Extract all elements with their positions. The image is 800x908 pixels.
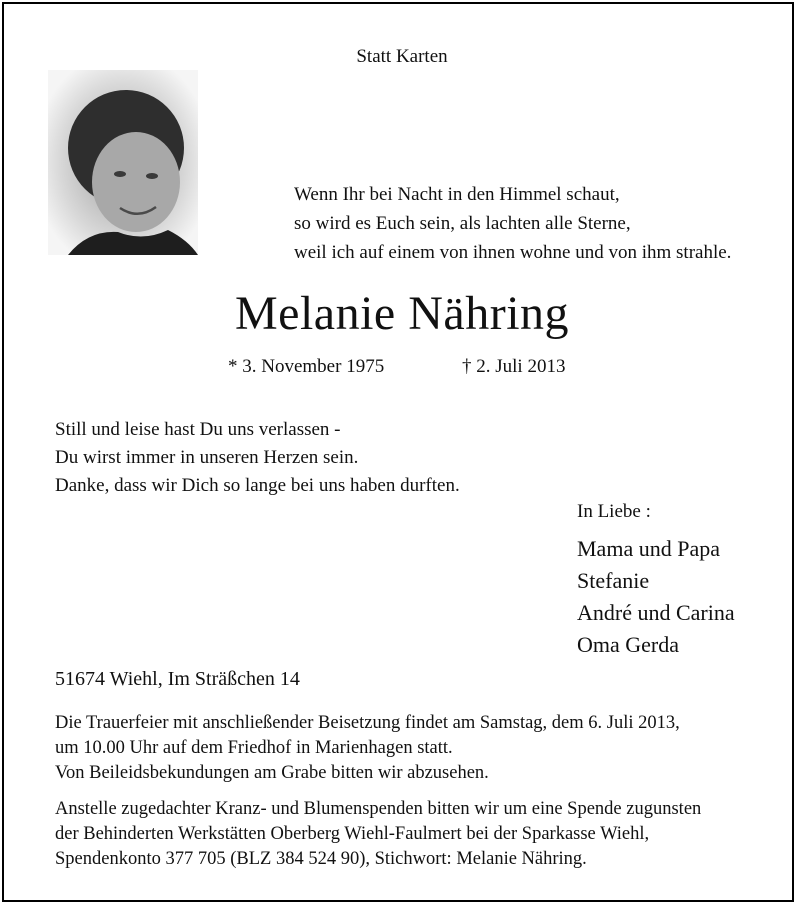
verse-line: Du wirst immer in unseren Herzen sein. — [55, 447, 359, 468]
header-text: Statt Karten — [356, 46, 448, 67]
mourners-list — [577, 533, 735, 661]
poem-line: Wenn Ihr bei Nacht in den Himmel schaut, — [294, 184, 620, 205]
portrait-image — [48, 70, 198, 255]
funeral-info — [55, 711, 680, 786]
death-date: † 2. Juli 2013 — [462, 356, 566, 377]
mourner-name: Mama und Papa — [577, 536, 720, 561]
mourner-name: Oma Gerda — [577, 632, 680, 657]
mourners-label: In Liebe : — [577, 501, 651, 522]
poem-line: weil ich auf einem von ihnen wohne und von ihm strahle. — [294, 242, 732, 263]
verse-line: Danke, dass wir Dich so lange bei uns haben durften. — [55, 475, 460, 496]
poem — [294, 180, 731, 267]
donation-line: Spendenkonto 377 705 (BLZ 384 524 90), Stichwort: Melanie Nähring. — [55, 849, 587, 869]
farewell-verse — [55, 416, 460, 500]
birth-date: * 3. November 1975 — [228, 356, 385, 377]
info-line: Von Beileidsbekundungen am Grabe bitten wir abzusehen. — [55, 763, 489, 783]
portrait-photo — [48, 70, 198, 255]
donation-line: Anstelle zugedachter Kranz- und Blumenspenden bitten wir um eine Spende zugunsten — [55, 799, 702, 819]
verse-line: Still und leise hast Du uns verlassen - — [55, 419, 341, 440]
deceased-name: Melanie Nähring — [234, 287, 570, 340]
obituary-notice — [2, 2, 794, 902]
info-line: Die Trauerfeier mit anschließender Beisetzung findet am Samstag, dem 6. Juli 2013, — [55, 713, 680, 733]
info-line: um 10.00 Uhr auf dem Friedhof in Marienhagen statt. — [55, 738, 453, 758]
poem-line: so wird es Euch sein, als lachten alle Sterne, — [294, 213, 631, 234]
address: 51674 Wiehl, Im Sträßchen 14 — [55, 668, 300, 690]
donation-info — [55, 797, 701, 872]
mourner-name: Stefanie — [577, 568, 650, 593]
donation-line: der Behinderten Werkstätten Oberberg Wiehl-Faulmert bei der Sparkasse Wiehl, — [55, 824, 650, 844]
mourner-name: André und Carina — [577, 600, 735, 625]
